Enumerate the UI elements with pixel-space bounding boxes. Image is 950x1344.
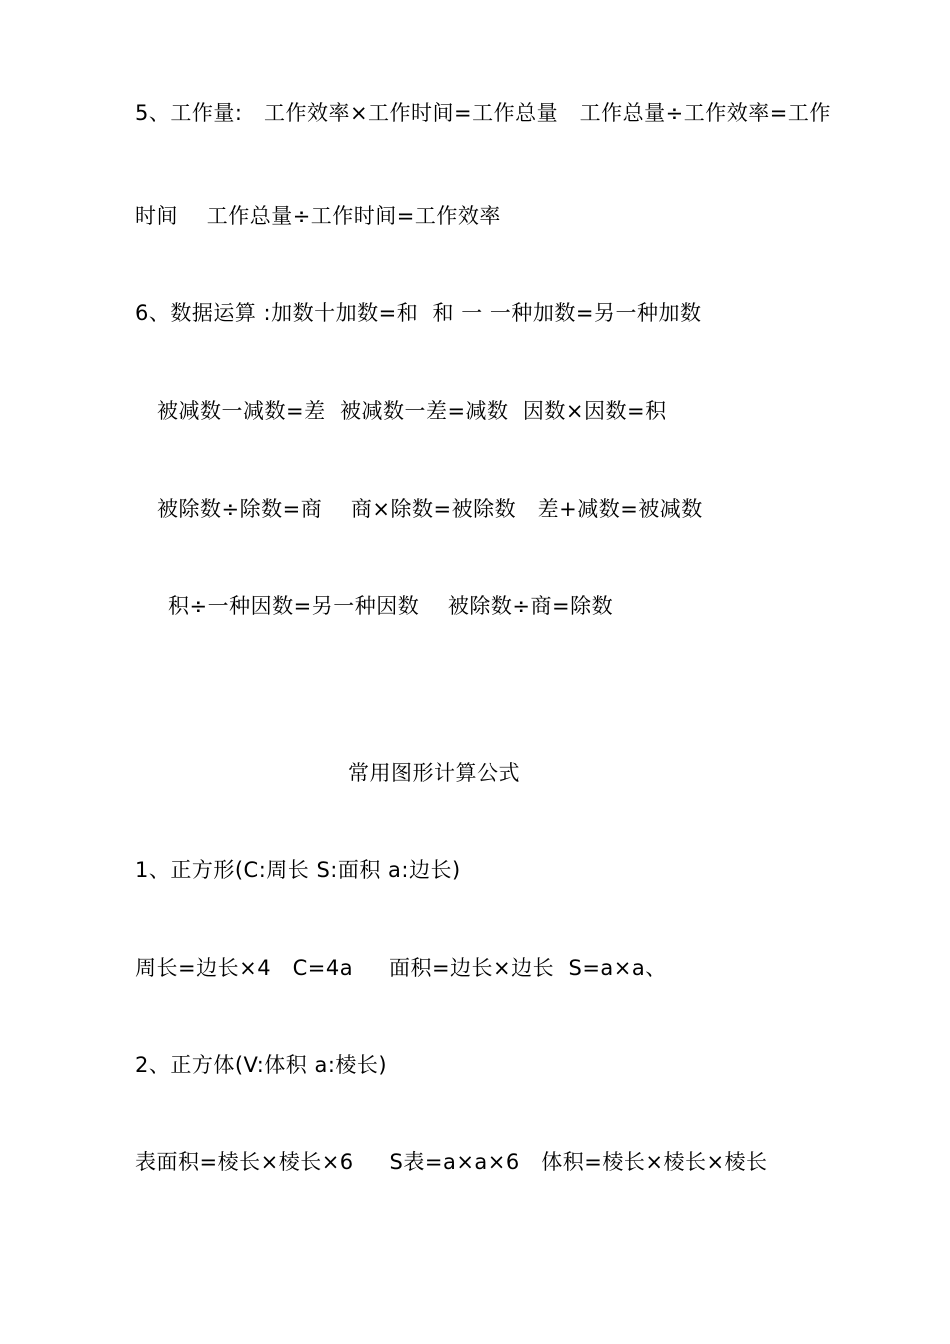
arithmetic-formula-line-2: 被减数一减数=差 被减数一差=减数 因数×因数=积 (157, 399, 667, 423)
square-definition-line: 1、正方形(C:周长 S:面积 a:边长) (135, 858, 461, 882)
cube-definition-line: 2、正方体(V:体积 a:棱长) (135, 1053, 388, 1077)
section-title: 常用图形计算公式 (348, 761, 520, 785)
cube-formula-line: 表面积=棱长×棱长×6 S表=a×a×6 体积=棱长×棱长×棱长 (135, 1150, 768, 1174)
square-formula-line: 周长=边长×4 C=4a 面积=边长×边长 S=a×a、 (135, 956, 667, 980)
arithmetic-formula-line-1: 6、数据运算 :加数十加数=和 和 一 一种加数=另一种加数 (135, 301, 702, 325)
work-quantity-formula-line-2: 时间 工作总量÷工作时间=工作效率 (135, 204, 501, 228)
work-quantity-formula-line-1: 5、工作量: 工作效率×工作时间=工作总量 工作总量÷工作效率=工作 (135, 101, 831, 125)
arithmetic-formula-line-3: 被除数÷除数=商 商×除数=被除数 差+减数=被减数 (157, 497, 703, 521)
arithmetic-formula-line-4: 积÷一种因数=另一种因数 被除数÷商=除数 (168, 594, 614, 618)
